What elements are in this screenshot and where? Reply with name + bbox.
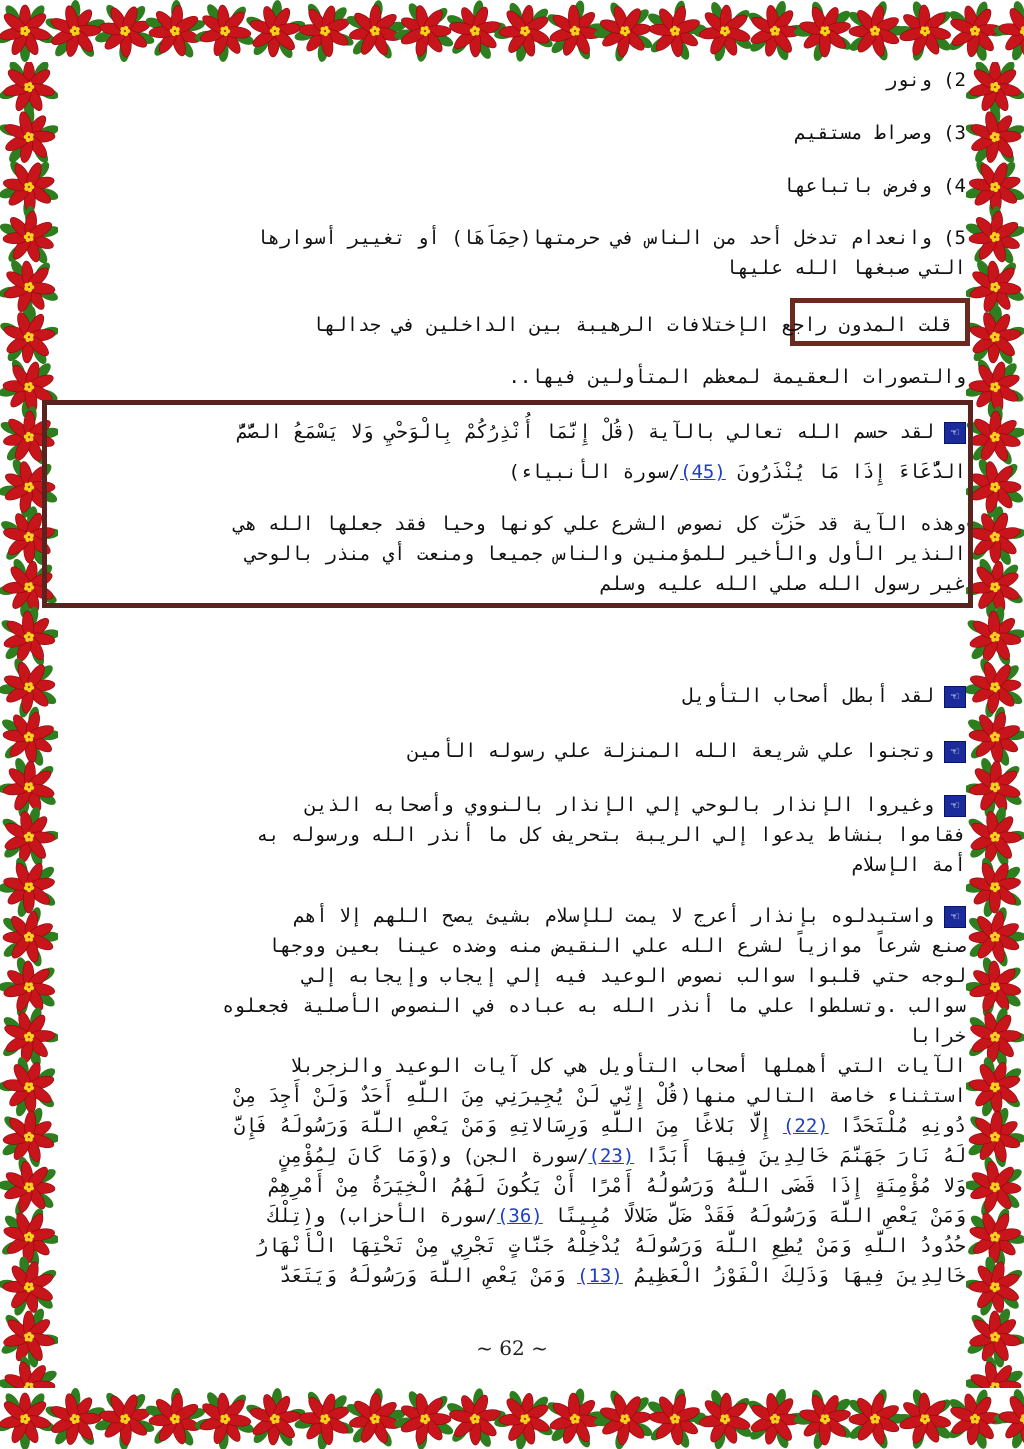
- bullet-1-text: لقد أبطل أصحاب التأويل: [682, 685, 934, 707]
- verse-8-text-b: وَمَنْ يَعْصِ اللَّهَ وَرَسُولَهُ وَيَتَعَدَّ: [279, 1265, 578, 1287]
- quote-line-1: [58, 417, 966, 447]
- list-item-3: 3) وصراط مستقيم: [794, 122, 966, 144]
- verse-4-text-a: لَهُ نَارَ جَهَنَّمَ خَالِدِينَ فِيهَا أَبَدًا: [634, 1145, 966, 1167]
- list-item-5: 5) وانعدام تدخل أحد من الناس في حرمتها(حِمَاَهَا) أو تغيير أسوارها: [256, 227, 966, 249]
- verses-line-6: [58, 1201, 966, 1231]
- quote-line-5: غير رسول الله صلي الله عليه وسلم: [599, 573, 966, 595]
- verses-line-4: [58, 1141, 966, 1171]
- bullet-4-line-5: خرابا: [908, 1025, 966, 1047]
- verse-6-text-a: وَمَنْ يَعْصِ اللَّهَ وَرَسُولَهُ فَقَدْ ضَلَّ ضَلالًا مُبِينًا: [542, 1205, 966, 1227]
- bullet-3-line-3: أمة الإسلام: [851, 854, 966, 876]
- blogger-note-line-2: والتصورات العقيمة لمعظم المتأولين فيها..: [508, 366, 966, 388]
- quote-line-2: [58, 457, 966, 487]
- bullet-1: [58, 681, 966, 711]
- poinsettia-border-right: [966, 62, 1024, 1388]
- bullet-3: [58, 790, 966, 820]
- bullet-4-text: واستبدلوه بإنذار أعرج لا يمت للإسلام بشيئ يصح اللهم إلا أهم: [293, 905, 934, 927]
- poinsettia-icon: [994, 0, 1024, 62]
- verses-line-1: الآيات التي أهملها أصحاب التأويل هي كل آيات الوعيد والزجربلا: [291, 1055, 966, 1077]
- pointing-hand-icon: ☜: [944, 906, 966, 928]
- quote-text-2: الدُّعَاءَ إِذَا مَا يُنْذَرُونَ: [725, 461, 966, 483]
- poinsettia-icon: [966, 1356, 1024, 1388]
- list-item-2: 2) ونور: [885, 69, 966, 91]
- bullet-2-text: وتجنوا علي شريعة الله المنزلة علي رسوله الأمين: [407, 740, 934, 762]
- bullet-4-line-3: لوجه حتي قلبوا سوالب نصوص الوعيد فيه إلي إيجاب وإيجابه إلي: [302, 965, 966, 987]
- verses-line-2: استثناء خاصة التالي منها(قُلْ إِنِّي لَنْ يُجِيرَنِي مِنَ اللَّهِ أَحَدٌ وَلَنْ أَجِدَ مِنْ: [233, 1085, 966, 1107]
- list-item-5-continued: التي صبغها الله عليها: [725, 257, 966, 279]
- footnote-ref-22[interactable]: (22): [782, 1115, 829, 1137]
- verse-3-text-a: دُونِهِ مُلْتَحَدًا: [828, 1115, 966, 1137]
- footnote-ref-36[interactable]: (36): [496, 1205, 543, 1227]
- verses-line-7: حُدُودُ اللَّهِ وَمَنْ يُطِعِ اللَّهَ وَرَسُولَهُ يُدْخِلْهُ جَنَّاتٍ تَجْرِي مِنْ تَحْتِهَا الْأَنْهَارُ: [256, 1235, 966, 1257]
- footnote-ref-13[interactable]: (13): [577, 1265, 623, 1287]
- quote-box-content: [58, 62, 966, 1388]
- blogger-note-line-1: قلت المدون راجع الإختلافات الرهيبة بين الداخلين في جدالها: [312, 314, 953, 336]
- poinsettia-border-left: [0, 62, 58, 1388]
- surah-name: /سورة الأنبياء): [508, 461, 680, 483]
- page-number: ~ 62 ~: [476, 1336, 548, 1360]
- pointing-hand-icon: ☜: [944, 741, 966, 763]
- poinsettia-border-top: [0, 0, 1024, 62]
- quote-line-4: النذير الأول والأخير للمؤمنين والناس جميعا ومنعت أي منذر بالوحي: [245, 543, 966, 565]
- pointing-hand-icon: ☜: [944, 795, 966, 817]
- quote-text-1: لقد حسم الله تعالي بالآية (قُلْ إِنَّمَا أُنْذِرُكُمْ بِالْوَحْيِ وَلا يَسْمَعُ الصُّمُّ: [236, 421, 934, 443]
- verse-4-text-b: /سورة الجن) و(وَمَا كَانَ لِمُؤْمِنٍ: [279, 1145, 589, 1167]
- pointing-hand-icon: ☜: [944, 686, 966, 708]
- poinsettia-border-bottom: [0, 1388, 1024, 1449]
- bullet-4: [58, 901, 966, 931]
- footnote-ref-45[interactable]: (45): [679, 461, 726, 483]
- bullet-2: [58, 736, 966, 766]
- verses-line-3: [58, 1111, 966, 1141]
- verses-line-8: [58, 1261, 966, 1291]
- verse-8-text-a: خَالِدِينَ فِيهَا وَذَلِكَ الْفَوْزُ الْعَظِيمُ: [622, 1265, 966, 1287]
- poinsettia-icon: [994, 1388, 1024, 1449]
- poinsettia-icon: [0, 1356, 58, 1388]
- bullet-4-line-4: سوالب .وتسلطوا علي ما أنذر الله به عباده في النصوص الأصلية فجعلوه: [222, 995, 966, 1017]
- bullet-4-line-2: صنع شرعاً موازياً لشرع الله علي النقيض منه وضده عينا بعين ووجها: [268, 935, 966, 957]
- bullet-3-text: وغيروا الإنذار بالوحي إلي الإنذار بالنووي وأصحابه الذين: [304, 794, 934, 816]
- list-item-4: 4) وفرض باتباعها: [782, 175, 966, 197]
- footnote-ref-23[interactable]: (23): [588, 1145, 635, 1167]
- verses-line-5: وَلا مُؤْمِنَةٍ إِذَا قَضَى اللَّهُ وَرَسُولُهُ أَمْرًا أَنْ يَكُونَ لَهُمُ الْخِيَرَةُ مِنْ أَمْرِهِمْ: [268, 1175, 966, 1197]
- pointing-hand-icon: ☜: [944, 422, 966, 444]
- bullet-3-line-2: فقاموا بنشاط يدعوا إلي الريبة بتحريف كل ما أنذر الله ورسوله به: [256, 824, 966, 846]
- verse-3-text-b: إِلَّا بَلاغًا مِنَ اللَّهِ وَرِسَالاتِهِ وَمَنْ يَعْصِ اللَّهَ وَرَسُولَهُ فَإِنَّ: [233, 1115, 783, 1137]
- quote-line-3: وهذه الآية قد حَزَّت كل نصوص الشرع علي كونها وحيا فقد جعلها الله هي: [233, 513, 966, 535]
- verse-6-text-b: /سورة الأحزاب) و(تِلْكَ: [268, 1205, 497, 1227]
